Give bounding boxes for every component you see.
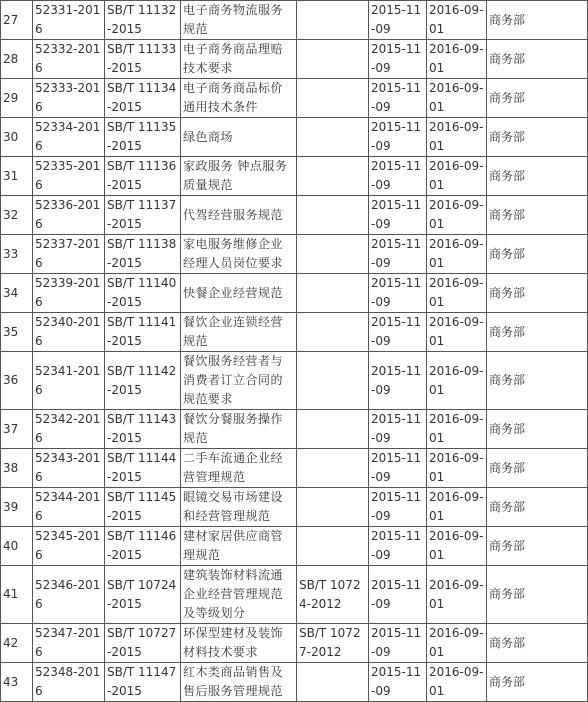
row-seq-number: 31 [1, 157, 33, 196]
row-replaced-standard [297, 235, 369, 274]
table-row [1, 40, 588, 79]
row-record-number: 52333-2016 [33, 79, 105, 118]
row-effective-date: 2016-09-01 [427, 449, 487, 488]
row-standard-name: 餐饮企业连锁经营规范 [181, 313, 297, 352]
row-effective-date: 2016-09-01 [427, 488, 487, 527]
row-issue-date: 2015-11-09 [369, 235, 427, 274]
row-standard-name: 建筑装饰材料流通企业经营管理规范及等级划分 [181, 566, 297, 624]
row-standard-name: 餐饮分餐服务操作规范 [181, 410, 297, 449]
row-effective-date: 2016-09-01 [427, 624, 487, 663]
row-record-number: 52337-2016 [33, 235, 105, 274]
table-row [1, 566, 588, 624]
row-seq-number: 42 [1, 624, 33, 663]
table-row [1, 313, 588, 352]
row-seq-number: 34 [1, 274, 33, 313]
row-replaced-standard [297, 1, 369, 40]
row-effective-date: 2016-09-01 [427, 410, 487, 449]
row-issue-date: 2015-11-09 [369, 196, 427, 235]
row-record-number: 52335-2016 [33, 157, 105, 196]
row-effective-date: 2016-09-01 [427, 274, 487, 313]
row-record-number: 52334-2016 [33, 118, 105, 157]
standards-table-body [1, 1, 588, 702]
row-effective-date: 2016-09-01 [427, 118, 487, 157]
row-department: 商务部 [487, 410, 588, 449]
row-record-number: 52336-2016 [33, 196, 105, 235]
row-seq-number: 40 [1, 527, 33, 566]
row-standard-name: 电子商务商品标价通用技术条件 [181, 79, 297, 118]
row-effective-date: 2016-09-01 [427, 1, 487, 40]
row-standard-code: SB/T 10727-2015 [105, 624, 181, 663]
row-standard-code: SB/T 11142-2015 [105, 352, 181, 410]
row-replaced-standard: SB/T 10724-2012 [297, 566, 369, 624]
row-record-number: 52346-2016 [33, 566, 105, 624]
row-replaced-standard: SB/T 10727-2012 [297, 624, 369, 663]
row-effective-date: 2016-09-01 [427, 663, 487, 702]
row-issue-date: 2015-11-09 [369, 488, 427, 527]
row-standard-code: SB/T 11136-2015 [105, 157, 181, 196]
row-standard-code: SB/T 11133-2015 [105, 40, 181, 79]
row-seq-number: 28 [1, 40, 33, 79]
row-standard-name: 家政服务 钟点服务质量规范 [181, 157, 297, 196]
row-issue-date: 2015-11-09 [369, 410, 427, 449]
row-department: 商务部 [487, 663, 588, 702]
row-record-number: 52348-2016 [33, 663, 105, 702]
row-department: 商务部 [487, 79, 588, 118]
row-standard-name: 电子商务商品理赔技术要求 [181, 40, 297, 79]
row-replaced-standard [297, 449, 369, 488]
row-seq-number: 30 [1, 118, 33, 157]
row-standard-name: 环保型建材及装饰材料技术要求 [181, 624, 297, 663]
row-record-number: 52347-2016 [33, 624, 105, 663]
table-row [1, 352, 588, 410]
row-seq-number: 33 [1, 235, 33, 274]
row-standard-code: SB/T 11147-2015 [105, 663, 181, 702]
row-record-number: 52341-2016 [33, 352, 105, 410]
row-standard-name: 电子商务物流服务规范 [181, 1, 297, 40]
row-standard-code: SB/T 11138-2015 [105, 235, 181, 274]
row-issue-date: 2015-11-09 [369, 40, 427, 79]
row-record-number: 52344-2016 [33, 488, 105, 527]
row-effective-date: 2016-09-01 [427, 40, 487, 79]
row-department: 商务部 [487, 196, 588, 235]
table-row [1, 624, 588, 663]
row-standard-name: 红木类商品销售及售后服务管理规范 [181, 663, 297, 702]
row-department: 商务部 [487, 488, 588, 527]
row-issue-date: 2015-11-09 [369, 157, 427, 196]
row-department: 商务部 [487, 566, 588, 624]
row-standard-code: SB/T 11146-2015 [105, 527, 181, 566]
row-department: 商务部 [487, 235, 588, 274]
row-replaced-standard [297, 118, 369, 157]
row-standard-name: 绿色商场 [181, 118, 297, 157]
table-row [1, 118, 588, 157]
row-department: 商务部 [487, 527, 588, 566]
row-standard-name: 家电服务维修企业经理人员岗位要求 [181, 235, 297, 274]
row-issue-date: 2015-11-09 [369, 1, 427, 40]
row-department: 商务部 [487, 274, 588, 313]
row-replaced-standard [297, 663, 369, 702]
row-standard-name: 餐饮服务经营者与消费者订立合同的规范要求 [181, 352, 297, 410]
row-standard-code: SB/T 10724-2015 [105, 566, 181, 624]
row-record-number: 52343-2016 [33, 449, 105, 488]
row-issue-date: 2015-11-09 [369, 274, 427, 313]
table-row [1, 157, 588, 196]
row-replaced-standard [297, 410, 369, 449]
row-seq-number: 27 [1, 1, 33, 40]
row-replaced-standard [297, 274, 369, 313]
table-row [1, 196, 588, 235]
table-row [1, 79, 588, 118]
row-standard-name: 建材家居供应商管理规范 [181, 527, 297, 566]
row-issue-date: 2015-11-09 [369, 79, 427, 118]
row-record-number: 52345-2016 [33, 527, 105, 566]
row-department: 商务部 [487, 449, 588, 488]
row-effective-date: 2016-09-01 [427, 352, 487, 410]
row-effective-date: 2016-09-01 [427, 566, 487, 624]
row-issue-date: 2015-11-09 [369, 313, 427, 352]
table-row [1, 1, 588, 40]
table-row [1, 235, 588, 274]
row-department: 商务部 [487, 624, 588, 663]
row-department: 商务部 [487, 352, 588, 410]
row-effective-date: 2016-09-01 [427, 157, 487, 196]
row-effective-date: 2016-09-01 [427, 196, 487, 235]
row-replaced-standard [297, 527, 369, 566]
table-row [1, 410, 588, 449]
row-standard-code: SB/T 11140-2015 [105, 274, 181, 313]
row-replaced-standard [297, 488, 369, 527]
row-standard-code: SB/T 11132-2015 [105, 1, 181, 40]
row-department: 商务部 [487, 157, 588, 196]
row-standard-name: 快餐企业经营规范 [181, 274, 297, 313]
row-seq-number: 41 [1, 566, 33, 624]
row-effective-date: 2016-09-01 [427, 527, 487, 566]
row-department: 商务部 [487, 40, 588, 79]
row-issue-date: 2015-11-09 [369, 663, 427, 702]
row-standard-code: SB/T 11144-2015 [105, 449, 181, 488]
row-replaced-standard [297, 40, 369, 79]
row-standard-code: SB/T 11134-2015 [105, 79, 181, 118]
row-record-number: 52342-2016 [33, 410, 105, 449]
row-standard-code: SB/T 11145-2015 [105, 488, 181, 527]
table-row [1, 527, 588, 566]
row-standard-code: SB/T 11143-2015 [105, 410, 181, 449]
row-effective-date: 2016-09-01 [427, 79, 487, 118]
table-row [1, 274, 588, 313]
row-replaced-standard [297, 313, 369, 352]
row-issue-date: 2015-11-09 [369, 352, 427, 410]
row-seq-number: 37 [1, 410, 33, 449]
row-issue-date: 2015-11-09 [369, 449, 427, 488]
row-issue-date: 2015-11-09 [369, 566, 427, 624]
row-standard-code: SB/T 11137-2015 [105, 196, 181, 235]
table-row [1, 449, 588, 488]
row-replaced-standard [297, 352, 369, 410]
row-replaced-standard [297, 79, 369, 118]
row-effective-date: 2016-09-01 [427, 313, 487, 352]
row-seq-number: 38 [1, 449, 33, 488]
row-issue-date: 2015-11-09 [369, 527, 427, 566]
row-standard-code: SB/T 11135-2015 [105, 118, 181, 157]
row-standard-name: 眼镜交易市场建设和经营管理规范 [181, 488, 297, 527]
row-department: 商务部 [487, 1, 588, 40]
row-record-number: 52339-2016 [33, 274, 105, 313]
row-department: 商务部 [487, 313, 588, 352]
row-seq-number: 32 [1, 196, 33, 235]
row-standard-code: SB/T 11141-2015 [105, 313, 181, 352]
row-replaced-standard [297, 157, 369, 196]
row-seq-number: 35 [1, 313, 33, 352]
row-effective-date: 2016-09-01 [427, 235, 487, 274]
row-seq-number: 39 [1, 488, 33, 527]
row-replaced-standard [297, 196, 369, 235]
row-standard-name: 二手车流通企业经营管理规范 [181, 449, 297, 488]
row-issue-date: 2015-11-09 [369, 118, 427, 157]
row-seq-number: 43 [1, 663, 33, 702]
row-record-number: 52332-2016 [33, 40, 105, 79]
row-record-number: 52331-2016 [33, 1, 105, 40]
row-standard-name: 代驾经营服务规范 [181, 196, 297, 235]
row-record-number: 52340-2016 [33, 313, 105, 352]
table-row [1, 488, 588, 527]
row-department: 商务部 [487, 118, 588, 157]
table-row [1, 663, 588, 702]
row-seq-number: 29 [1, 79, 33, 118]
row-seq-number: 36 [1, 352, 33, 410]
row-issue-date: 2015-11-09 [369, 624, 427, 663]
